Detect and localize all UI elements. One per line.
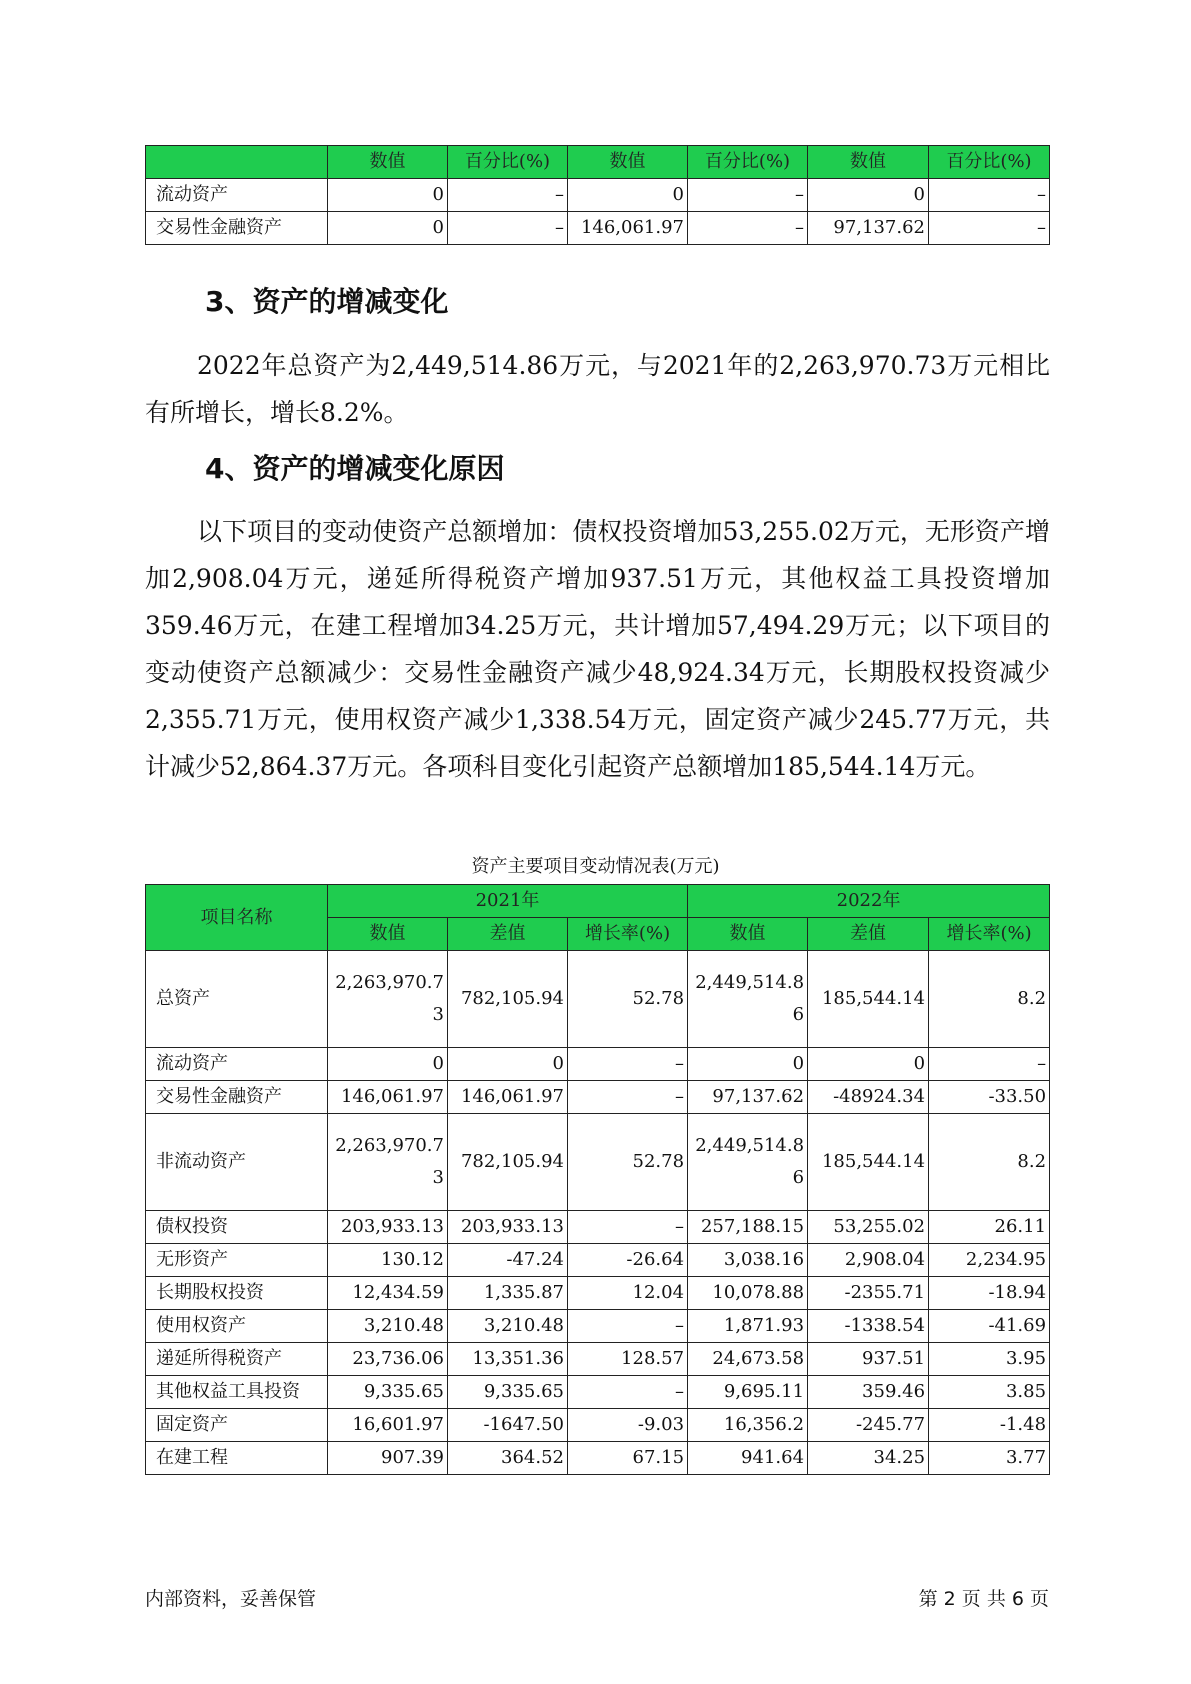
table-cell: -1647.50 [448,1409,568,1442]
table-cell: 941.64 [688,1442,808,1475]
table-cell: 2,449,514.86 [688,1114,808,1211]
table-row [146,1409,1050,1442]
table-cell: 185,544.14 [808,1114,929,1211]
table-cell: 146,061.97 [568,212,688,245]
row-label: 长期股权投资 [146,1277,328,1310]
table-cell: -1338.54 [808,1310,929,1343]
row-label: 固定资产 [146,1409,328,1442]
table-cell: 0 [808,1048,929,1081]
table-cell: 782,105.94 [448,1114,568,1211]
section-heading: 3、资产的增减变化 [205,285,449,318]
table-cell: 257,188.15 [688,1211,808,1244]
table-row [146,212,1050,245]
table-cell: 203,933.13 [328,1211,448,1244]
table-cell: 53,255.02 [808,1211,929,1244]
table-cell: -1.48 [929,1409,1050,1442]
header-cell: 数值 [688,918,808,951]
table-row [146,1081,1050,1114]
table-row [146,1310,1050,1343]
table-cell: 0 [568,179,688,212]
page-number: 第 2 页 共 6 页 [918,1588,1049,1610]
table-cell: 3,210.48 [448,1310,568,1343]
table-caption: 资产主要项目变动情况表(万元) [471,856,720,877]
row-label: 总资产 [146,951,328,1048]
table-cell: 8.2 [929,1114,1050,1211]
header-cell: 差值 [448,918,568,951]
paragraph-text: 以下项目的变动使资产总额减少：交易性金融资产减少48,924.34万元，长期股权投资减少2,355.71万元，使用权资产减少1,338.54万元，固定资产减少245.77万元，共计减少52,864.37万元。各项科目变化引起资产总额增加185,544.14万元。 [145,611,1050,781]
header-cell: 百分比(%) [929,146,1050,179]
table-cell: – [568,1081,688,1114]
header-cell: 项目名称 [146,885,328,951]
table-cell: 24,673.58 [688,1343,808,1376]
table-row [146,1211,1050,1244]
header-cell: 2022年 [688,885,1050,918]
table-cell: -41.69 [929,1310,1050,1343]
header-cell: 2021年 [328,885,688,918]
table-cell: 9,335.65 [448,1376,568,1409]
table-cell: 185,544.14 [808,951,929,1048]
section-paragraph [145,342,1050,436]
header-cell: 数值 [328,918,448,951]
row-label: 非流动资产 [146,1114,328,1211]
table-cell: 0 [808,179,929,212]
table-cell: 12,434.59 [328,1277,448,1310]
table-cell: -47.24 [448,1244,568,1277]
table-cell: 3.85 [929,1376,1050,1409]
table-cell: 2,908.04 [808,1244,929,1277]
table-cell: 26.11 [929,1211,1050,1244]
table-cell: -18.94 [929,1277,1050,1310]
table-cell: 0 [448,1048,568,1081]
table-header-row [146,885,1050,918]
table-header-row [146,146,1050,179]
section-paragraph [145,508,1050,790]
table-cell: -9.03 [568,1409,688,1442]
row-label: 流动资产 [146,179,328,212]
table-row [146,1114,1050,1211]
header-cell: 数值 [568,146,688,179]
table-cell: 0 [328,179,448,212]
row-label: 无形资产 [146,1244,328,1277]
header-cell: 百分比(%) [448,146,568,179]
table-row [146,1048,1050,1081]
table-row [146,1277,1050,1310]
header-cell: 百分比(%) [688,146,808,179]
header-cell [146,146,328,179]
table-cell: 97,137.62 [688,1081,808,1114]
table-cell: -48924.34 [808,1081,929,1114]
header-cell: 差值 [808,918,929,951]
table-cell: 2,449,514.86 [688,951,808,1048]
table-row [146,1442,1050,1475]
table-cell: 3.95 [929,1343,1050,1376]
row-label: 其他权益工具投资 [146,1376,328,1409]
table-cell: 937.51 [808,1343,929,1376]
table-cell: -26.64 [568,1244,688,1277]
row-label: 交易性金融资产 [146,1081,328,1114]
table-cell: – [448,179,568,212]
table-cell: 9,695.11 [688,1376,808,1409]
section-heading: 4、资产的增减变化原因 [205,452,505,485]
table-cell: 359.46 [808,1376,929,1409]
table-cell: 12.04 [568,1277,688,1310]
table-cell: 23,736.06 [328,1343,448,1376]
table-row [146,1343,1050,1376]
table-cell: 907.39 [328,1442,448,1475]
row-label: 在建工程 [146,1442,328,1475]
table-cell: – [568,1376,688,1409]
table-cell: – [568,1048,688,1081]
table-cell: 97,137.62 [808,212,929,245]
table-cell: -2355.71 [808,1277,929,1310]
table-cell: – [568,1211,688,1244]
row-label: 流动资产 [146,1048,328,1081]
paragraph-text: 以下项目的变动使资产总额增加：债权投资增加53,255.02万元，无形资产增加2,908.04万元，递延所得税资产增加937.51万元，其他权益工具投资增加359.46万元，在建工程增加34.25万元，共计增加57,494.29万元； [145,517,1050,640]
table-cell: – [688,179,808,212]
table-cell: 2,234.95 [929,1244,1050,1277]
table-cell: 782,105.94 [448,951,568,1048]
table-cell: 2,263,970.73 [328,951,448,1048]
table-cell: 9,335.65 [328,1376,448,1409]
row-label: 债权投资 [146,1211,328,1244]
row-label: 使用权资产 [146,1310,328,1343]
table-cell: 67.15 [568,1442,688,1475]
table-cell: 3,038.16 [688,1244,808,1277]
header-cell: 数值 [328,146,448,179]
table-cell: 203,933.13 [448,1211,568,1244]
table-cell: 146,061.97 [448,1081,568,1114]
table-row [146,1376,1050,1409]
asset-change-table [145,884,1050,1475]
paragraph-text: 2022年总资产为2,449,514.86万元，与2021年的2,263,970.73万元相比有所增长，增长8.2%。 [145,351,1050,427]
table-cell: 16,356.2 [688,1409,808,1442]
table-cell: – [568,1310,688,1343]
table-cell: 364.52 [448,1442,568,1475]
table-cell: 3.77 [929,1442,1050,1475]
table-row [146,179,1050,212]
table-cell: -33.50 [929,1081,1050,1114]
table-cell: 0 [688,1048,808,1081]
table-cell: 1,335.87 [448,1277,568,1310]
row-label: 交易性金融资产 [146,212,328,245]
table-cell: -245.77 [808,1409,929,1442]
table-cell: – [929,1048,1050,1081]
table-cell: – [688,212,808,245]
header-cell: 数值 [808,146,929,179]
table-cell: 34.25 [808,1442,929,1475]
table-cell: 8.2 [929,951,1050,1048]
table-row [146,1244,1050,1277]
table-cell: 3,210.48 [328,1310,448,1343]
table-cell: 128.57 [568,1343,688,1376]
footer-note: 内部资料，妥善保管 [145,1588,317,1610]
table-cell: 16,601.97 [328,1409,448,1442]
table-cell: 52.78 [568,951,688,1048]
table-row [146,951,1050,1048]
continued-asset-table [145,145,1050,245]
table-cell: – [448,212,568,245]
table-cell: 10,078.88 [688,1277,808,1310]
table-cell: 0 [328,1048,448,1081]
table-cell: 0 [328,212,448,245]
table-cell: 130.12 [328,1244,448,1277]
table-cell: – [929,179,1050,212]
row-label: 递延所得税资产 [146,1343,328,1376]
header-cell: 增长率(%) [929,918,1050,951]
table-cell: 146,061.97 [328,1081,448,1114]
table-cell: 52.78 [568,1114,688,1211]
table-cell: 2,263,970.73 [328,1114,448,1211]
table-cell: 1,871.93 [688,1310,808,1343]
header-cell: 增长率(%) [568,918,688,951]
table-cell: 13,351.36 [448,1343,568,1376]
table-cell: – [929,212,1050,245]
